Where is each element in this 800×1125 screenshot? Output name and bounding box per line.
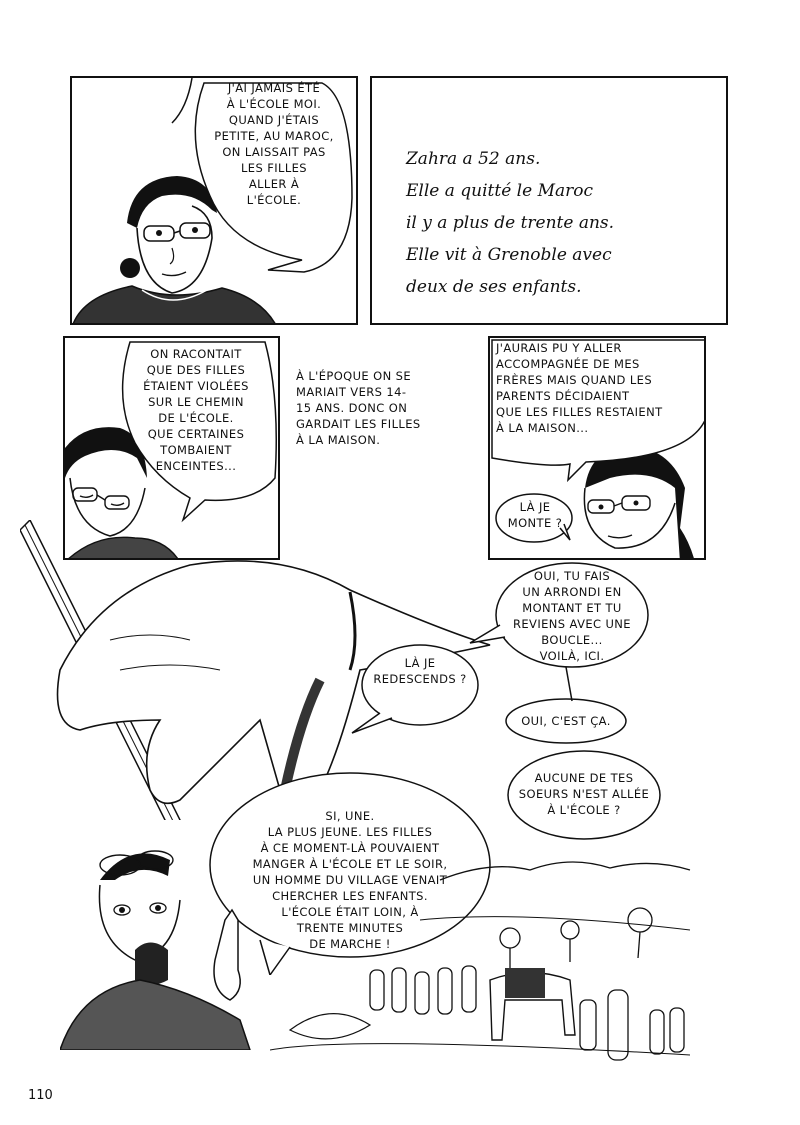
panel-1 (70, 76, 358, 325)
speech-bubble-text: LÀ JE REDESCENDS ? (373, 656, 467, 686)
speech-bubble-text: SI, UNE. LA PLUS JEUNE. LES FILLES À CE MOMENT-LÀ POUVAIENT MANGER À L'ÉCOLE ET LE SOIR, UN HOMME DU VILLAGE VENAIT CHERCHER LES ENFANTS. L'ÉCOLE ÉTAIT LOIN, À TRENTE MINUTES DE MARCHE ! (252, 809, 448, 951)
speech-bubble-text: OUI, TU FAIS UN ARRONDI EN MONTANT ET TU REVIENS AVEC UNE BOUCLE... VOILÀ, ICI. (513, 569, 631, 663)
speech-bubble-text: J'AI JAMAIS ÉTÉ À L'ÉCOLE MOI. QUAND J'ÉTAIS PETITE, AU MAROC, ON LAISSAIT PAS LES FILLES ALLER À L'ÉCOLE. (214, 81, 334, 207)
speech-bubble-text: J'AURAIS PU Y ALLER ACCOMPAGNÉE DE MES FRÈRES MAIS QUAND LES PARENTS DÉCIDAIENT QUE LES FILLES RESTAIENT À LA MAISON... (496, 341, 663, 435)
speech-bubble-text: OUI, C'EST ÇA. (521, 714, 611, 728)
narration-text: À L'ÉPOQUE ON SE MARIAIT VERS 14- 15 ANS. DONC ON GARDAIT LES FILLES À LA MAISON. (296, 369, 421, 447)
speech-bubble-small-text: LÀ JE MONTE ? (507, 500, 563, 530)
speech-bubble-text: AUCUNE DE TES SOEURS N'EST ALLÉE À L'ÉCOLE ? (518, 771, 650, 817)
speech-bubble-text: ON RACONTAIT QUE DES FILLES ÉTAIENT VIOLÉES SUR LE CHEMIN DE L'ÉCOLE. QUE CERTAINES TOMBAIENT ENCEINTES... (143, 347, 249, 473)
page-number: 110 (28, 1088, 53, 1103)
woman-pointing-finger-illustration (60, 840, 280, 1050)
village-procession-illustration (270, 850, 710, 1070)
panel-2 (370, 76, 728, 325)
narration-caption: Zahra a 52 ans. Elle a quitté le Maroc il y a plus de trente ans. Elle vit à Grenoble avec deux de ses enfants. (406, 149, 615, 297)
